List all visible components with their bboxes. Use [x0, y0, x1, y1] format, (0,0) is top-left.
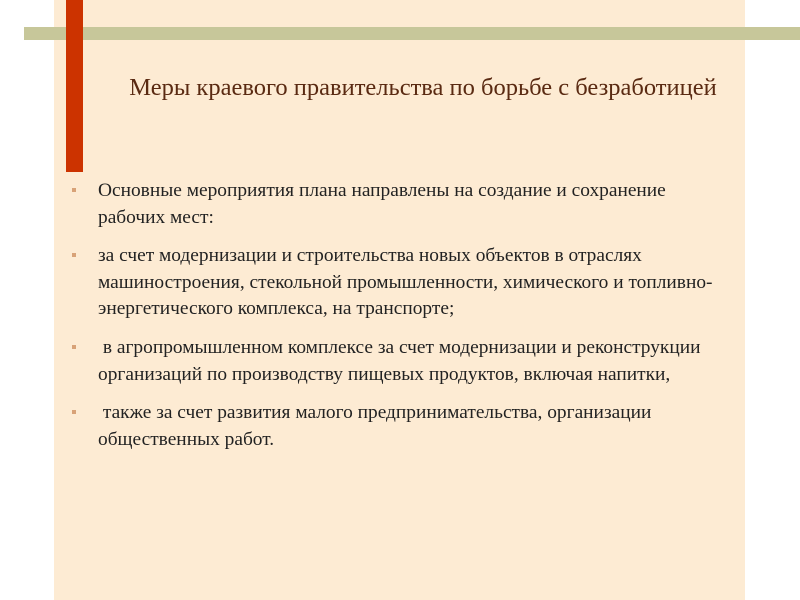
bullet-text: также за счет развития малого предпринимательства, организации общественных работ.	[98, 402, 657, 450]
bullet-item	[72, 335, 732, 388]
bullet-text: в агропромышленном комплексе за счет модернизации и реконструкции организаций по производству пищевых продуктов, включая напитки,	[98, 336, 706, 385]
bullet-text: за счет модернизации и строительства новых объектов в отраслях машиностроения, стекольной промышленности, химического и топливно-энергетического комплекса, на транспорте;	[98, 245, 713, 320]
bullet-list	[72, 178, 732, 465]
bullet-item	[72, 243, 732, 323]
slide-title: Меры краевого правительства по борьбе с безработицей	[129, 74, 717, 101]
bullet-text: Основные мероприятия плана направлены на создание и сохранение рабочих мест:	[98, 180, 671, 228]
bullet-item	[72, 178, 732, 231]
bullet-square-icon	[72, 345, 76, 349]
bullet-item	[72, 400, 732, 453]
bullet-square-icon	[72, 253, 76, 257]
top-rule-decoration	[24, 27, 800, 40]
bullet-square-icon	[72, 410, 76, 414]
bullet-square-icon	[72, 188, 76, 192]
accent-bar-decoration	[66, 0, 83, 172]
